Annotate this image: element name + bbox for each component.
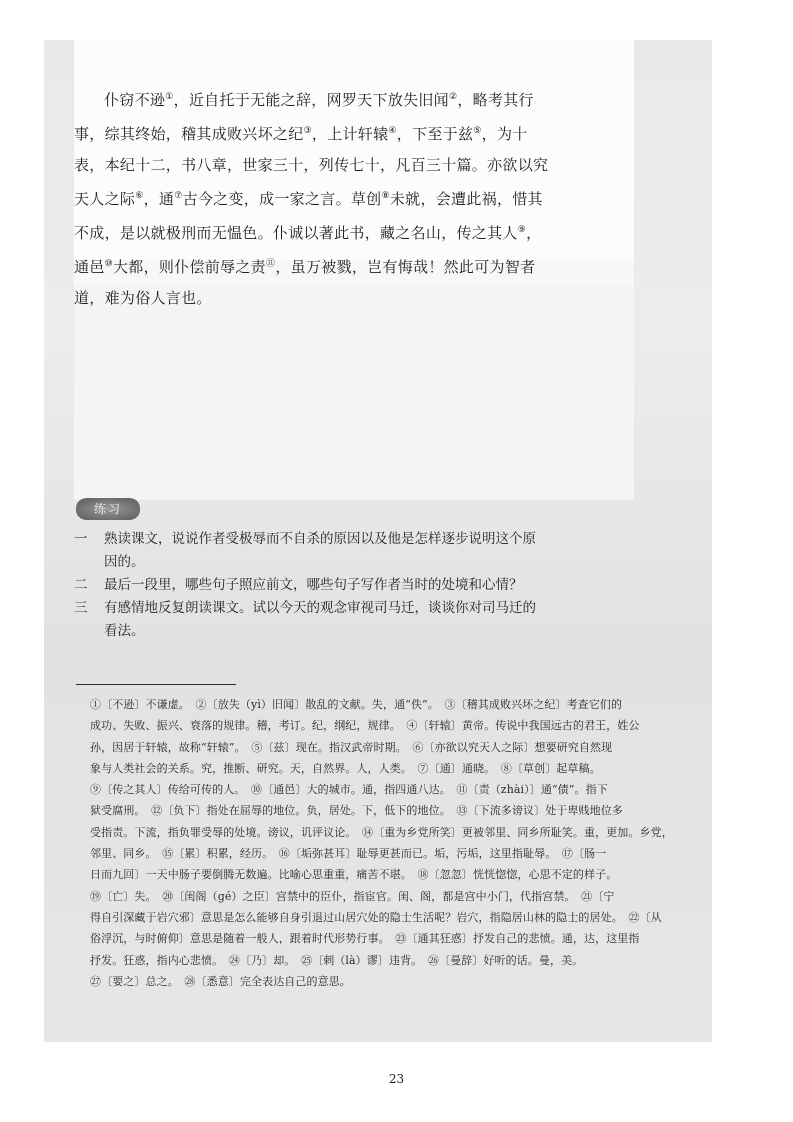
footnote-line: 抒发。狂惑，指内心悲愤。 ㉔〔乃〕却。 ㉕〔剌（là）谬〕违背。 ㉖〔曼辞〕好听的话。曼，美。: [90, 953, 584, 967]
note-marker: ③: [303, 126, 312, 136]
footnote-line: 成功、失败、振兴、衰落的规律。稽，考订。纪，纲纪，规律。 ④〔轩辕〕黄帝。传说中我国远古的君王，姓公: [90, 719, 640, 733]
footnote-line: ㉗〔要之〕总之。 ㉘〔悉意〕完全表达自己的意思。: [90, 974, 351, 988]
passage-text: 大都，则仆偿前辱之责: [112, 258, 266, 276]
passage-text: ，虽万被戮，岂有悔哉！然此可为智者道，难为俗人言也。: [74, 258, 536, 307]
exercise-item: [74, 528, 544, 574]
footnote-line: 孙，因居于轩辕，故称“轩辕”。 ⑤〔兹〕现在。指汉武帝时期。 ⑥〔亦欲以究天人之际〕想要研究自然现: [90, 740, 613, 754]
note-marker: ⑥: [135, 191, 144, 201]
page-number: 23: [388, 1072, 405, 1086]
note-marker: ⑦: [174, 191, 183, 201]
exercise-text: 有感情地反复朗读课文。试以今天的观念审视司马迁，谈谈你对司马迁的看法。: [104, 600, 536, 639]
passage-text: ，上计轩辕: [311, 125, 389, 143]
footnote-line: 俗浮沉，与时俯仰〕意思是随着一般人，跟着时代形势行事。 ㉓〔通其狂惑〕抒发自己的悲愤。通，达，这里指: [90, 932, 640, 946]
footnote-line: 象与人类社会的关系。究，推断、研究。天，自然界。人，人类。 ⑦〔通〕通晓。 ⑧〔草创〕起草稿。: [90, 761, 601, 775]
footnote-divider: [76, 684, 236, 685]
passage-text: 古今之变，成一家之言。草创: [182, 190, 382, 208]
passage-text: 仆窃不逊: [104, 91, 166, 109]
exercise-number: 二: [74, 577, 88, 593]
passage-text: ，为十表，本纪十二，书八章，世家三十，列传七十，凡百三十篇。亦欲以究天人之际: [74, 125, 549, 208]
passage-text: 未就，会遭此祸，惜其不成，是以就极刑而无愠色。仆诚以著此书，藏之名山，传之其人: [74, 190, 543, 242]
note-marker: ⑨: [517, 225, 527, 235]
note-marker: ⑤: [473, 126, 482, 136]
exercise-number: 三: [74, 600, 88, 616]
note-marker: ⑪: [266, 259, 276, 269]
exercise-text: 熟读课文，说说作者受极辱而不自杀的原因以及他是怎样逐步说明这个原因的。: [104, 531, 536, 570]
note-marker: ①: [165, 92, 174, 102]
exercise-list: [74, 528, 544, 643]
main-passage: [74, 82, 554, 314]
passage-paragraph: [74, 82, 554, 314]
exercise-header-badge: 练习: [76, 498, 140, 520]
note-marker: ②: [448, 92, 458, 102]
footnote-line: 得自引深藏于岩穴邪〕意思是怎么能够自身引退过山居穴处的隐士生活呢？岩穴，指隐居山林的隐士的居处。 ㉒〔从: [90, 910, 662, 924]
note-marker: ④: [388, 126, 397, 136]
passage-text: ，近自托于无能之辞，网罗天下放失旧闻: [173, 91, 449, 109]
footnote-line: ⑲〔亡〕失。 ⑳〔闺阁（gé）之臣〕宫禁中的臣仆，指宦官。闺、阁，都是宫中小门，代指宫禁。 ㉑〔宁: [90, 889, 615, 903]
footnote-line: 受指责。下流，指负罪受辱的处境。谤议，讥评议论。 ⑭〔重为乡党所笑〕更被邻里、同乡所耻笑。重，更加。乡党，: [90, 825, 673, 839]
note-marker: ⑧: [381, 191, 390, 201]
exercise-number: 一: [74, 531, 88, 547]
footnote-line: ⑨〔传之其人〕传给可传的人。 ⑩〔通邑〕大的城市。通，指四通八达。 ⑪〔责（zhài）〕通“债”。指下: [90, 783, 608, 797]
footnote-line: 邻里、同乡。 ⑮〔累〕积累，经历。 ⑯〔垢弥甚耳〕耻辱更甚而已。垢，污垢，这里指耻辱。 ⑰〔肠一: [90, 847, 607, 861]
footnote-line: ①〔不逊〕不谦虚。 ②〔放失（yì）旧闻〕散乱的文献。失，通“佚”。 ③〔稽其成败兴坏之纪〕考查它们的: [90, 698, 623, 711]
passage-text: ，下至于兹: [396, 125, 474, 143]
footnotes: [90, 694, 673, 992]
exercise-item: [74, 574, 544, 597]
footnote-line: 日而九回〕一天中肠子要倒腾无数遍。比喻心思重重，痛苦不堪。 ⑱〔忽忽〕恍恍惚惚，心思不定的样子。: [90, 868, 618, 882]
passage-text: ，通邑: [74, 224, 542, 276]
footnote-line: 狱受腐刑。 ⑫〔负下〕指处在屈辱的地位。负，居处。下，低下的地位。 ⑬〔下流多谤议〕处于卑贱地位多: [90, 804, 623, 818]
exercise-item: [74, 597, 544, 643]
passage-text: ，通: [143, 190, 175, 208]
exercise-text: 最后一段里，哪些句子照应前文，哪些句子写作者当时的处境和心情？: [104, 577, 523, 593]
note-marker: ⑩: [104, 259, 113, 269]
passage-text: ，略考其行事，综其终始，稽其成败兴坏之纪: [74, 91, 534, 143]
